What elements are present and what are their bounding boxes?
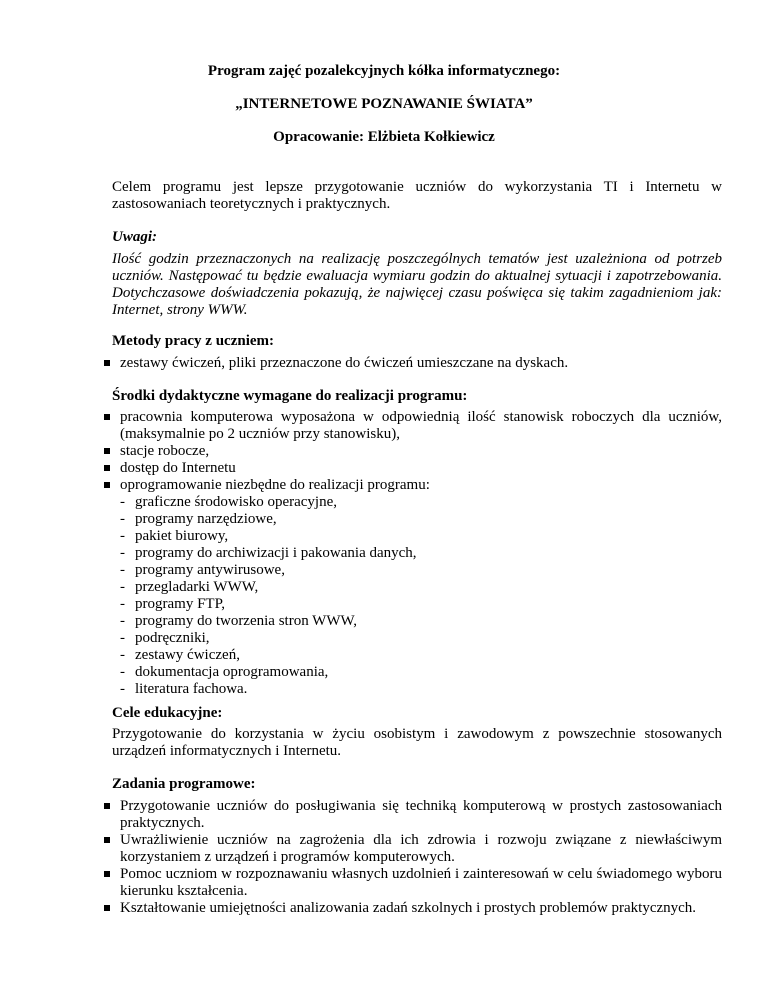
program-subtitle: „INTERNETOWE POZNAWANIE ŚWIATA”: [235, 96, 533, 112]
software-list: [120, 494, 722, 698]
page-title: Program zajęć pozalekcyjnych kółka informatycznego:: [207, 63, 561, 79]
intro-paragraph: Celem programu jest lepsze przygotowanie uczniów do wykorzystania TI i Internetu w zastosowaniach teoretycznych i praktycznych.: [112, 179, 722, 212]
list-item: Pomoc uczniom w rozpoznawaniu własnych uzdolnień i zainteresowań w celu świadomego wyboru kierunku kształcenia.: [112, 866, 722, 900]
list-item: stacje robocze,: [112, 443, 722, 460]
software-intro: oprogramowanie niezbędne do realizacji programu:: [120, 477, 430, 493]
list-item: pracownia komputerowa wyposażona w odpowiednią ilość stanowisk roboczych dla uczniów, (maksymalnie po 2 uczniów przy stanowisku),: [112, 409, 722, 443]
list-item: - programy do archiwizacji i pakowania danych,: [120, 545, 722, 562]
list-item: [112, 477, 722, 698]
goals-heading: Cele edukacyjne:: [112, 705, 223, 721]
list-item: - literatura fachowa.: [120, 681, 722, 698]
methods-heading: Metody pracy z uczniem:: [112, 333, 275, 349]
list-item: Przygotowanie uczniów do posługiwania się techniką komputerową w prostych zastosowaniach praktycznych.: [112, 798, 722, 832]
notes-paragraph: Ilość godzin przeznaczonych na realizację poszczególnych tematów jest uzależniona od potrzeb uczniów. Następować tu będzie ewaluacja wymiaru godzin do aktualnej sytuacji i zapotrzebowania. Dotychczasowe doświadczenia pokazują, że najwięcej czasu poświęca się takim zagadnieniom jak: Internet, strony WWW.: [112, 251, 722, 318]
notes-heading: Uwagi:: [112, 229, 157, 245]
author-line: Opracowanie: Elżbieta Kołkiewicz: [273, 129, 495, 145]
list-item: dostęp do Internetu: [112, 460, 722, 477]
list-item: - programy narzędziowe,: [120, 511, 722, 528]
list-item: - dokumentacja oprogramowania,: [120, 664, 722, 681]
list-item: - podręczniki,: [120, 630, 722, 647]
list-item: Uwrażliwienie uczniów na zagrożenia dla ich zdrowia i rozwoju związane z niewłaściwym korzystaniem z urządzeń i programów komputerowych.: [112, 832, 722, 866]
tasks-heading: Zadania programowe:: [112, 776, 256, 792]
list-item: - zestawy ćwiczeń,: [120, 647, 722, 664]
list-item: - pakiet biurowy,: [120, 528, 722, 545]
goals-paragraph: Przygotowanie do korzystania w życiu osobistym i zawodowym z powszechnie stosowanych urządzeń informatycznych i Internetu.: [112, 726, 722, 759]
list-item: - programy antywirusowe,: [120, 562, 722, 579]
list-item: - przegladarki WWW,: [120, 579, 722, 596]
list-item: - programy FTP,: [120, 596, 722, 613]
tasks-list: [112, 798, 722, 917]
list-item: zestawy ćwiczeń, pliki przeznaczone do ćwiczeń umieszczane na dyskach.: [112, 355, 722, 372]
resources-list: [112, 409, 722, 698]
list-item: - programy do tworzenia stron WWW,: [120, 613, 722, 630]
list-item: Kształtowanie umiejętności analizowania zadań szkolnych i prostych problemów praktycznych.: [112, 900, 722, 917]
list-item: - graficzne środowisko operacyjne,: [120, 494, 722, 511]
methods-list: [112, 355, 722, 372]
resources-heading: Środki dydaktyczne wymagane do realizacji programu:: [112, 388, 468, 404]
